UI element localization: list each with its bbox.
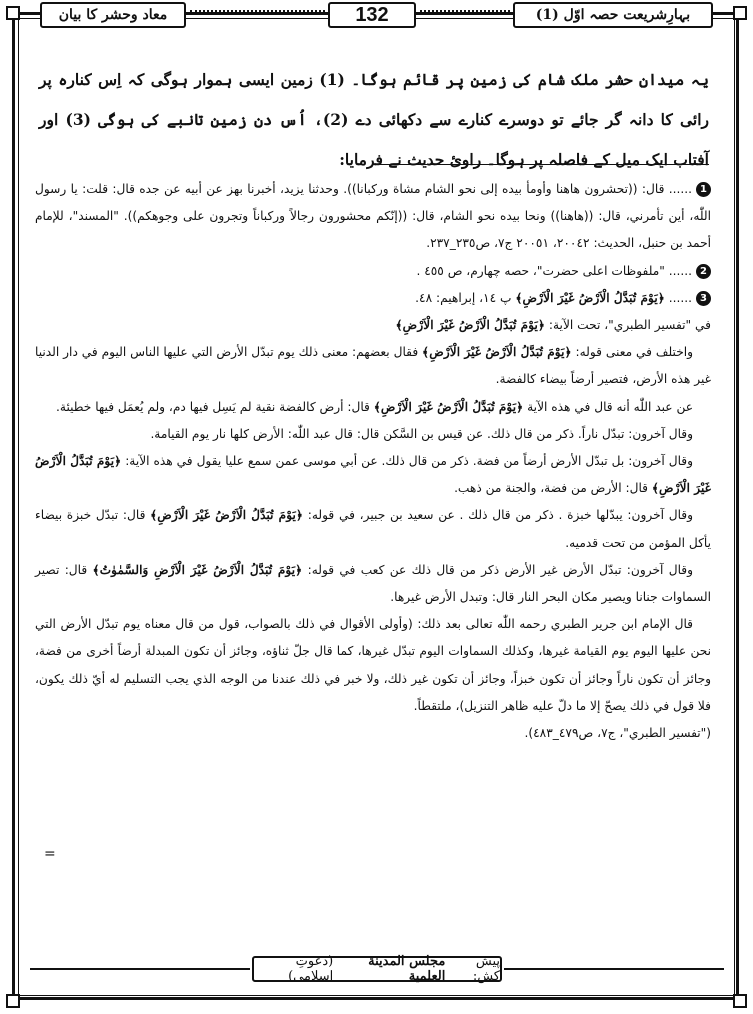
page-number: 132 (328, 2, 416, 28)
book-title: بہارِشریعت حصہ اوّل (1) (513, 2, 713, 28)
footnote-3: 3...... ﴿يَوْمَ تُبَدَّلُ الْاَرْضُ غَيْرَ الْاَرْضِ﴾ پ ١٤، إبراهيم: ٤٨. (35, 285, 711, 312)
footnote-1: 1...... قال: ((تحشرون هاهنا وأومأ بيده إلى نحو الشام مشاة وركبانا)). وحدثنا يزيد، أخبرنا بهز عن أبيه عن جده قال: قلت: يا رسول اللّٰه، أين تأمرني، قال: ((هاهنا)) ونحا بيده نحو الشام، قال: ((إنّكم محشورون رجالاً وركباناً وتجرون على وجوهكم)). "المسند"، للإمام أحمد بن حنبل، الحديث: ٢٠٠٤٢، ٢٠٠٥١ ج٧، ص٢٣٥_٢٣٧. (35, 182, 711, 251)
tafsir-paragraph: وقال آخرون: تبدّل الأرض غير الأرض ذكر من قال ذلك عن كعب في قوله: ﴿يَوْمَ تُبَدَّلُ الْاَرْضُ غَيْرَ الْاَرْضِ وَالسَّمٰوٰتُ﴾ قال: تصير السماوات جنانا ويصير مكان البحر النار قال: وتبدل الأرض غيرها. (35, 562, 711, 605)
tafsir-intro: في "تفسير الطبري"، تحت الآية: ﴿يَوْمَ تُبَدَّلُ الْاَرْضُ غَيْرَ الْاَرْضِ﴾ (395, 318, 711, 333)
tafsir-paragraph: عن عبد اللّٰه أنه قال في هذه الآية ﴿يَوْمَ تُبَدَّلُ الْاَرْضُ غَيْرَ الْاَرْضِ﴾ قال: أرض كالفضة نقية لم يَسِل فيها دم، ولم يُعمَل فيها خطيئة. (56, 399, 693, 414)
header-divider (190, 10, 325, 18)
tafsir-reference: ("تفسير الطبري"، ج٧، ص٤٧٩_٤٨٣). (524, 726, 711, 741)
presenter-label: پیش کش: (472, 954, 500, 984)
tafsir-paragraph: وقال آخرون: يبدّلها خبزة . ذكر من قال ذلك . عن سعيد بن جبير، في قوله: ﴿يَوْمَ تُبَدَّلُ الْاَرْضُ غَيْرَ الْاَرْضِ﴾ قال: تبدّل خبزة بيضاء يأكل المؤمن من تحت قدميه. (35, 508, 711, 550)
main-urdu-text: یہ میدانِ حشر ملک شام کی زمین پر قائم ہوگا۔ (1) زمین ایسی ہموار ہوگی کہ اِس کنارہ پر رائی کا دانہ گر جائے تو دوسرے کنارے سے دکھائی دے (2)، اُس دن زمین تانبے کی ہوگی (3) اور آفتاب ایک میل کے فاصلہ پر ہوگا۔ راویٔ حدیث نے فرمایا: (39, 70, 709, 169)
footnotes-block (35, 176, 711, 747)
corner-ornament (6, 6, 20, 20)
corner-ornament (6, 994, 20, 1008)
tafsir-paragraph: واختلف في معنى قوله: ﴿يَوْمَ تُبَدَّلُ الْاَرْضُ غَيْرَ الْاَرْضِ﴾ فقال بعضهم: معنى ذلك يوم تبدّل الأرض التي عليها الناس اليوم في دار الدنيا غير هذه الأرض، فتصير أرضاً بيضاء كالفضة. (35, 345, 711, 387)
footnote-2: 2...... "ملفوظات اعلى حضرت"، حصه چهارم، ص ٤٥٥ . (35, 258, 711, 285)
publisher-name: مجلس المدينة العلمية (368, 954, 446, 984)
footer-divider (30, 968, 250, 970)
publisher-footer (252, 956, 502, 982)
corner-ornament (733, 994, 747, 1008)
tafsir-conclusion: قال الإمام ابن جرير الطبري رحمه اللّٰه تعالى بعد ذلك: (وأولى الأقوال في ذلك بالصواب، قول من قال معناه يوم تبدّل الأرض التي نحن عليها اليوم يوم القيامة غيرها، وكذلك السماوات اليوم تبدّل غيرها، كما قال جلّ ثناؤه، وجائز أن تكون المبدلة أرضاً أخرى من فضة، وجائز أن تكون ناراً وجائز أن تكون خبزاً، وجائز أن تكون غير ذلك، ولا خبر في ذلك عندنا من الوجه الذي يجب التسليم له أيّ ذلك يكون، فلا قول في ذلك يصحّ إلا ما دلّ عليه ظاهر التنزيل)، ملتقطاً. (35, 617, 711, 713)
header-divider (420, 10, 510, 18)
corner-ornament (733, 6, 747, 20)
footnote-number: 1 (696, 182, 711, 197)
continuation-mark: = (44, 846, 56, 862)
footnote-number: 3 (696, 291, 711, 306)
tafsir-paragraph: وقال آخرون: بل تبدّل الأرض أرضاً من فضة. ذكر من قال ذلك. عن أبي موسى عمن سمع عليا يقول في هذه الآية: ﴿يَوْمَ تُبَدَّلُ الْاَرْضُ غَيْرَ الْاَرْضِ﴾ قال: الأرض من فضة، والجنة من ذهب. (35, 454, 711, 496)
footer-divider (504, 968, 724, 970)
footnote-number: 2 (696, 264, 711, 279)
tafsir-paragraph: وقال آخرون: تبدّل ناراً. ذكر من قال ذلك. عن قيس بن السَّكن قال: قال عبد اللّٰه: الأرض كلها نار يوم القيامة. (150, 426, 693, 441)
footnote-separator (379, 164, 709, 165)
publisher-org: (دعوتِ اسلامی) (288, 954, 334, 984)
chapter-title: معاد وحشر کا بیان (40, 2, 186, 28)
